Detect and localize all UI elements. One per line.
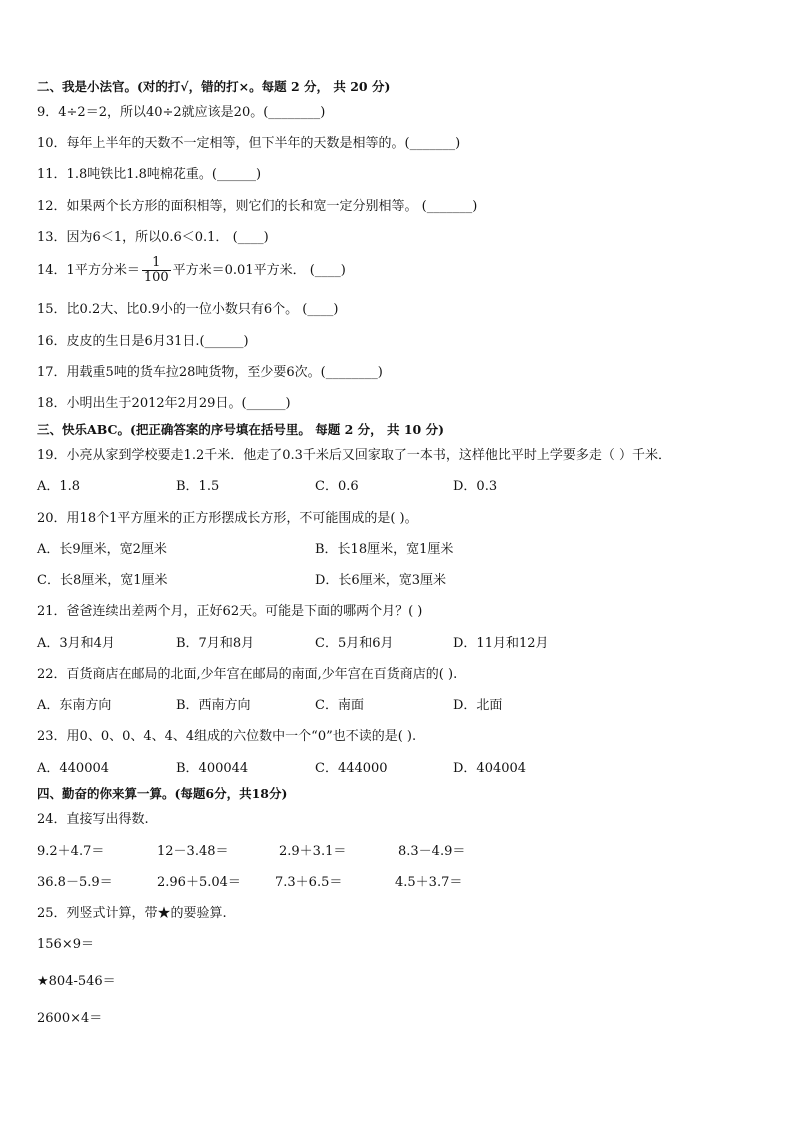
section3-title: 三、快乐ABC。(把正确答案的序号填在括号里。 每题 2 分， 共 10 分) bbox=[37, 422, 444, 437]
fraction-numerator: 1 bbox=[142, 256, 171, 271]
question-23: 23．用0、0、0、4、4、4组成的六位数中一个“0”也不读的是( ). bbox=[37, 729, 417, 744]
q22-option-a: A．东南方向 bbox=[37, 698, 112, 713]
vertical-calc-2: ★804-546＝ bbox=[37, 974, 116, 989]
q19-option-b: B．1.5 bbox=[176, 479, 220, 494]
question-24: 24．直接写出得数. bbox=[37, 812, 149, 827]
section4-title: 四、勤奋的你来算一算。(每题6分，共18分) bbox=[37, 786, 288, 801]
q21-option-a: A．3月和4月 bbox=[37, 636, 115, 651]
fraction-denominator: 100 bbox=[143, 270, 169, 285]
fraction-1-100 bbox=[142, 256, 171, 285]
q20-option-a: A．长9厘米，宽2厘米 bbox=[37, 542, 167, 557]
question-14-pre: 14．1平方分米＝ bbox=[37, 263, 140, 278]
question-25: 25．列竖式计算，带★的要验算. bbox=[37, 906, 227, 921]
q23-option-c: C．444000 bbox=[315, 761, 388, 776]
question-10: 10．每年上半年的天数不一定相等，但下半年的天数是相等的。(_______) bbox=[37, 136, 461, 151]
q21-option-b: B．7月和8月 bbox=[176, 636, 255, 651]
calc-1-2: 12－3.48＝ bbox=[157, 844, 229, 859]
calc-2-3: 7.3＋6.5＝ bbox=[275, 875, 343, 890]
question-17: 17．用载重5吨的货车拉28吨货物，至少要6次。(________) bbox=[37, 365, 383, 380]
vertical-calc-1: 156×9＝ bbox=[37, 937, 94, 952]
question-14-post: 平方米＝0.01平方米． (____) bbox=[172, 263, 346, 278]
q22-option-d: D．北面 bbox=[453, 698, 503, 713]
question-12: 12．如果两个长方形的面积相等，则它们的长和宽一定分别相等。 (_______) bbox=[37, 199, 478, 214]
vertical-calc-3: 2600×4＝ bbox=[37, 1011, 103, 1026]
q20-option-b: B．长18厘米，宽1厘米 bbox=[315, 542, 454, 557]
calc-1-3: 2.9＋3.1＝ bbox=[279, 844, 347, 859]
question-11: 11．1.8吨铁比1.8吨棉花重。(______) bbox=[37, 167, 262, 182]
question-16: 16．皮皮的生日是6月31日.(______) bbox=[37, 334, 249, 349]
q22-option-b: B．西南方向 bbox=[176, 698, 251, 713]
question-15: 15．比0.2大、比0.9小的一位小数只有6个。 (____) bbox=[37, 302, 339, 317]
calc-2-4: 4.5＋3.7＝ bbox=[395, 875, 463, 890]
q19-option-d: D．0.3 bbox=[453, 479, 498, 494]
q19-option-a: A．1.8 bbox=[37, 479, 81, 494]
q23-option-a: A．440004 bbox=[37, 761, 110, 776]
q20-option-c: C．长8厘米，宽1厘米 bbox=[37, 573, 168, 588]
calc-2-1: 36.8－5.9＝ bbox=[37, 875, 113, 890]
q19-option-c: C．0.6 bbox=[315, 479, 359, 494]
question-22: 22．百货商店在邮局的北面,少年宫在邮局的南面,少年宫在百货商店的( ). bbox=[37, 667, 458, 682]
q22-option-c: C．南面 bbox=[315, 698, 364, 713]
q20-option-d: D．长6厘米，宽3厘米 bbox=[315, 573, 446, 588]
calc-2-2: 2.96＋5.04＝ bbox=[157, 875, 241, 890]
q23-option-b: B．400044 bbox=[176, 761, 249, 776]
question-20: 20．用18个1平方厘米的正方形摆成长方形，不可能围成的是( )。 bbox=[37, 511, 418, 526]
question-9: 9．4÷2＝2，所以40÷2就应该是20。(________) bbox=[37, 105, 326, 120]
calc-1-1: 9.2＋4.7＝ bbox=[37, 844, 105, 859]
section2-title: 二、我是小法官。(对的打√，错的打×。每题 2 分， 共 20 分) bbox=[37, 79, 391, 94]
q21-option-d: D．11月和12月 bbox=[453, 636, 549, 651]
question-14 bbox=[37, 256, 346, 285]
question-18: 18．小明出生于2012年2月29日。(______) bbox=[37, 396, 291, 411]
question-21: 21．爸爸连续出差两个月，正好62天。可能是下面的哪两个月？( ) bbox=[37, 604, 423, 619]
q23-option-d: D．404004 bbox=[453, 761, 527, 776]
q21-option-c: C．5月和6月 bbox=[315, 636, 394, 651]
calc-1-4: 8.3－4.9＝ bbox=[398, 844, 466, 859]
question-19: 19．小亮从家到学校要走1.2千米．他走了0.3千米后又回家取了一本书，这样他比平时上学要多走（ ）千米． bbox=[37, 448, 672, 463]
question-13: 13．因为6＜1，所以0.6＜0.1． (____) bbox=[37, 230, 269, 245]
